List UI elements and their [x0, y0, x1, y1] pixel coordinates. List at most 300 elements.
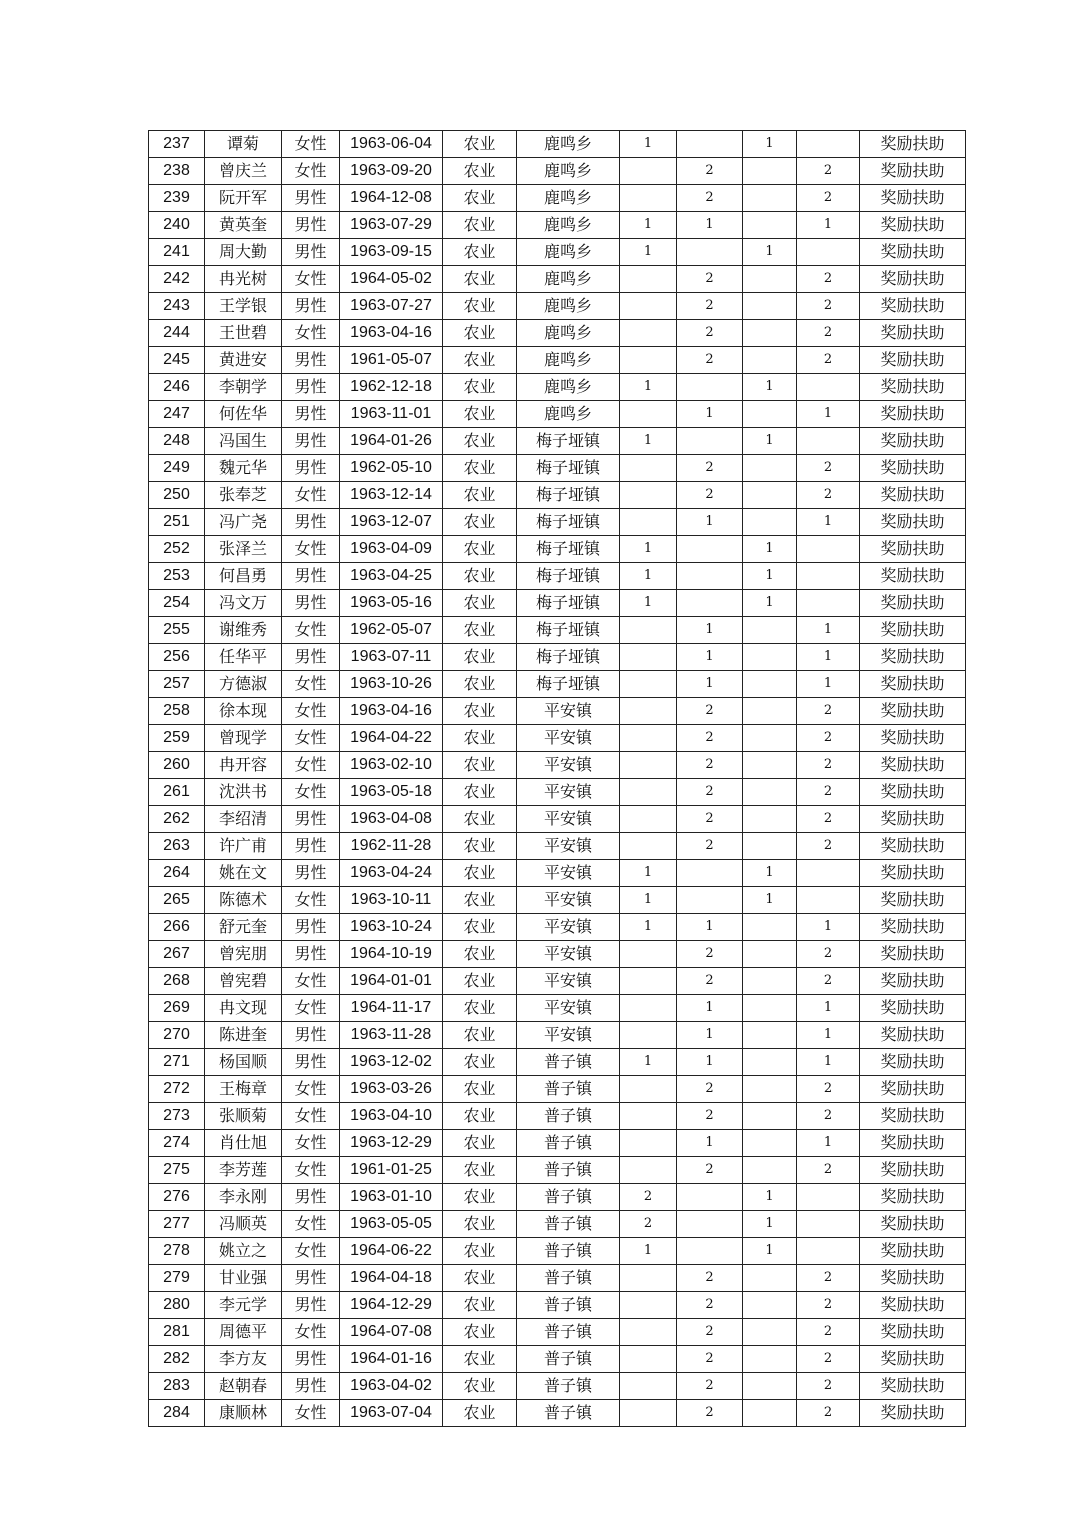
gender-cell: 男性 — [282, 455, 340, 482]
birth-date-cell: 1964-06-22 — [340, 1238, 443, 1265]
row-number-cell: 268 — [149, 968, 205, 995]
row-number-cell: 278 — [149, 1238, 205, 1265]
occupation-cell: 农业 — [443, 401, 517, 428]
count-c-cell — [743, 212, 797, 239]
name-cell: 姚在文 — [205, 860, 282, 887]
count-d-cell — [797, 536, 860, 563]
name-cell: 阮开军 — [205, 185, 282, 212]
count-a-cell — [620, 833, 677, 860]
gender-cell: 女性 — [282, 266, 340, 293]
count-c-cell — [743, 320, 797, 347]
count-a-cell — [620, 320, 677, 347]
count-c-cell — [743, 1157, 797, 1184]
count-b-cell: 2 — [677, 752, 743, 779]
township-cell: 梅子垭镇 — [517, 509, 620, 536]
township-cell: 平安镇 — [517, 725, 620, 752]
name-cell: 曾宪朋 — [205, 941, 282, 968]
assistance-type-cell: 奖励扶助 — [860, 887, 966, 914]
row-number-cell: 281 — [149, 1319, 205, 1346]
count-d-cell: 2 — [797, 725, 860, 752]
count-b-cell: 2 — [677, 833, 743, 860]
assistance-type-cell: 奖励扶助 — [860, 401, 966, 428]
table-row — [149, 887, 966, 914]
count-b-cell — [677, 860, 743, 887]
township-cell: 普子镇 — [517, 1373, 620, 1400]
gender-cell: 男性 — [282, 239, 340, 266]
count-b-cell: 1 — [677, 509, 743, 536]
count-a-cell: 2 — [620, 1184, 677, 1211]
birth-date-cell: 1963-04-16 — [340, 698, 443, 725]
count-a-cell: 1 — [620, 212, 677, 239]
assistance-type-cell: 奖励扶助 — [860, 1346, 966, 1373]
table-row — [149, 941, 966, 968]
table-row — [149, 401, 966, 428]
gender-cell: 女性 — [282, 1211, 340, 1238]
count-d-cell: 2 — [797, 1076, 860, 1103]
township-cell: 梅子垭镇 — [517, 671, 620, 698]
assistance-type-cell: 奖励扶助 — [860, 1184, 966, 1211]
gender-cell: 男性 — [282, 860, 340, 887]
count-a-cell — [620, 509, 677, 536]
township-cell: 普子镇 — [517, 1346, 620, 1373]
count-c-cell — [743, 968, 797, 995]
count-c-cell: 1 — [743, 131, 797, 158]
name-cell: 冯顺英 — [205, 1211, 282, 1238]
name-cell: 何佐华 — [205, 401, 282, 428]
count-a-cell — [620, 644, 677, 671]
count-a-cell — [620, 671, 677, 698]
count-d-cell — [797, 374, 860, 401]
count-d-cell: 2 — [797, 968, 860, 995]
assistance-type-cell: 奖励扶助 — [860, 1292, 966, 1319]
count-a-cell — [620, 455, 677, 482]
count-c-cell: 1 — [743, 563, 797, 590]
count-d-cell: 1 — [797, 644, 860, 671]
count-c-cell: 1 — [743, 1184, 797, 1211]
count-d-cell — [797, 1211, 860, 1238]
name-cell: 何昌勇 — [205, 563, 282, 590]
count-d-cell: 2 — [797, 833, 860, 860]
count-d-cell: 1 — [797, 617, 860, 644]
assistance-type-cell: 奖励扶助 — [860, 1400, 966, 1427]
row-number-cell: 279 — [149, 1265, 205, 1292]
assistance-type-cell: 奖励扶助 — [860, 833, 966, 860]
gender-cell: 女性 — [282, 1238, 340, 1265]
count-d-cell: 2 — [797, 158, 860, 185]
name-cell: 姚立之 — [205, 1238, 282, 1265]
count-d-cell: 2 — [797, 455, 860, 482]
count-d-cell: 1 — [797, 212, 860, 239]
row-number-cell: 264 — [149, 860, 205, 887]
count-b-cell — [677, 1211, 743, 1238]
birth-date-cell: 1963-04-10 — [340, 1103, 443, 1130]
count-b-cell — [677, 428, 743, 455]
table-row — [149, 1130, 966, 1157]
count-d-cell — [797, 239, 860, 266]
name-cell: 杨国顺 — [205, 1049, 282, 1076]
gender-cell: 男性 — [282, 1184, 340, 1211]
birth-date-cell: 1964-01-26 — [340, 428, 443, 455]
count-b-cell: 2 — [677, 941, 743, 968]
birth-date-cell: 1963-05-18 — [340, 779, 443, 806]
count-a-cell — [620, 482, 677, 509]
count-c-cell — [743, 158, 797, 185]
township-cell: 普子镇 — [517, 1238, 620, 1265]
birth-date-cell: 1963-12-29 — [340, 1130, 443, 1157]
row-number-cell: 284 — [149, 1400, 205, 1427]
count-a-cell — [620, 1157, 677, 1184]
count-c-cell — [743, 779, 797, 806]
count-b-cell: 2 — [677, 347, 743, 374]
name-cell: 黄进安 — [205, 347, 282, 374]
township-cell: 鹿鸣乡 — [517, 131, 620, 158]
occupation-cell: 农业 — [443, 1076, 517, 1103]
name-cell: 曾庆兰 — [205, 158, 282, 185]
table-row — [149, 725, 966, 752]
township-cell: 鹿鸣乡 — [517, 158, 620, 185]
assistance-type-cell: 奖励扶助 — [860, 1373, 966, 1400]
occupation-cell: 农业 — [443, 1157, 517, 1184]
row-number-cell: 275 — [149, 1157, 205, 1184]
count-b-cell — [677, 536, 743, 563]
count-b-cell: 2 — [677, 806, 743, 833]
count-b-cell — [677, 590, 743, 617]
assistance-type-cell: 奖励扶助 — [860, 266, 966, 293]
table-row — [149, 509, 966, 536]
gender-cell: 男性 — [282, 941, 340, 968]
occupation-cell: 农业 — [443, 914, 517, 941]
gender-cell: 女性 — [282, 1076, 340, 1103]
gender-cell: 男性 — [282, 428, 340, 455]
count-b-cell: 2 — [677, 455, 743, 482]
birth-date-cell: 1964-01-16 — [340, 1346, 443, 1373]
table-row — [149, 1184, 966, 1211]
township-cell: 平安镇 — [517, 941, 620, 968]
birth-date-cell: 1963-10-24 — [340, 914, 443, 941]
assistance-type-cell: 奖励扶助 — [860, 617, 966, 644]
birth-date-cell: 1963-07-11 — [340, 644, 443, 671]
name-cell: 王世碧 — [205, 320, 282, 347]
count-b-cell — [677, 131, 743, 158]
assistance-type-cell: 奖励扶助 — [860, 1265, 966, 1292]
table-row — [149, 158, 966, 185]
township-cell: 普子镇 — [517, 1076, 620, 1103]
count-b-cell — [677, 887, 743, 914]
assistance-type-cell: 奖励扶助 — [860, 806, 966, 833]
gender-cell: 男性 — [282, 347, 340, 374]
birth-date-cell: 1963-12-07 — [340, 509, 443, 536]
count-d-cell: 2 — [797, 185, 860, 212]
assistance-type-cell: 奖励扶助 — [860, 482, 966, 509]
assistance-type-cell: 奖励扶助 — [860, 320, 966, 347]
assistance-type-cell: 奖励扶助 — [860, 1157, 966, 1184]
row-number-cell: 269 — [149, 995, 205, 1022]
gender-cell: 女性 — [282, 968, 340, 995]
row-number-cell: 280 — [149, 1292, 205, 1319]
count-c-cell — [743, 914, 797, 941]
gender-cell: 女性 — [282, 536, 340, 563]
assistance-type-cell: 奖励扶助 — [860, 158, 966, 185]
gender-cell: 男性 — [282, 1292, 340, 1319]
occupation-cell: 农业 — [443, 752, 517, 779]
birth-date-cell: 1964-01-01 — [340, 968, 443, 995]
count-a-cell — [620, 995, 677, 1022]
gender-cell: 男性 — [282, 1373, 340, 1400]
name-cell: 方德淑 — [205, 671, 282, 698]
birth-date-cell: 1964-12-08 — [340, 185, 443, 212]
count-c-cell: 1 — [743, 887, 797, 914]
count-b-cell: 2 — [677, 1265, 743, 1292]
township-cell: 梅子垭镇 — [517, 617, 620, 644]
table-row — [149, 1022, 966, 1049]
count-b-cell — [677, 239, 743, 266]
name-cell: 谢维秀 — [205, 617, 282, 644]
birth-date-cell: 1964-04-18 — [340, 1265, 443, 1292]
name-cell: 甘业强 — [205, 1265, 282, 1292]
table-row — [149, 320, 966, 347]
township-cell: 鹿鸣乡 — [517, 239, 620, 266]
township-cell: 平安镇 — [517, 995, 620, 1022]
birth-date-cell: 1963-12-14 — [340, 482, 443, 509]
count-a-cell — [620, 1076, 677, 1103]
assistance-type-cell: 奖励扶助 — [860, 1076, 966, 1103]
count-a-cell — [620, 806, 677, 833]
name-cell: 冯国生 — [205, 428, 282, 455]
row-number-cell: 238 — [149, 158, 205, 185]
assistance-type-cell: 奖励扶助 — [860, 590, 966, 617]
occupation-cell: 农业 — [443, 536, 517, 563]
township-cell: 梅子垭镇 — [517, 563, 620, 590]
name-cell: 李元学 — [205, 1292, 282, 1319]
name-cell: 肖仕旭 — [205, 1130, 282, 1157]
row-number-cell: 247 — [149, 401, 205, 428]
row-number-cell: 270 — [149, 1022, 205, 1049]
count-b-cell: 2 — [677, 779, 743, 806]
row-number-cell: 245 — [149, 347, 205, 374]
birth-date-cell: 1962-11-28 — [340, 833, 443, 860]
count-c-cell — [743, 1319, 797, 1346]
township-cell: 普子镇 — [517, 1400, 620, 1427]
occupation-cell: 农业 — [443, 887, 517, 914]
count-b-cell — [677, 1238, 743, 1265]
occupation-cell: 农业 — [443, 131, 517, 158]
assistance-type-cell: 奖励扶助 — [860, 995, 966, 1022]
table-row — [149, 779, 966, 806]
birth-date-cell: 1963-04-24 — [340, 860, 443, 887]
occupation-cell: 农业 — [443, 1400, 517, 1427]
occupation-cell: 农业 — [443, 968, 517, 995]
table-row — [149, 1373, 966, 1400]
occupation-cell: 农业 — [443, 1265, 517, 1292]
gender-cell: 男性 — [282, 1265, 340, 1292]
count-b-cell: 1 — [677, 995, 743, 1022]
birth-date-cell: 1963-07-27 — [340, 293, 443, 320]
count-b-cell: 1 — [677, 914, 743, 941]
occupation-cell: 农业 — [443, 590, 517, 617]
count-d-cell: 2 — [797, 752, 860, 779]
assistance-type-cell: 奖励扶助 — [860, 1022, 966, 1049]
table-row — [149, 1211, 966, 1238]
assistance-type-cell: 奖励扶助 — [860, 752, 966, 779]
occupation-cell: 农业 — [443, 509, 517, 536]
count-a-cell: 1 — [620, 590, 677, 617]
row-number-cell: 243 — [149, 293, 205, 320]
assistance-type-cell: 奖励扶助 — [860, 212, 966, 239]
count-b-cell: 2 — [677, 1319, 743, 1346]
count-a-cell — [620, 941, 677, 968]
occupation-cell: 农业 — [443, 671, 517, 698]
count-b-cell: 1 — [677, 1130, 743, 1157]
count-c-cell — [743, 1022, 797, 1049]
count-d-cell: 1 — [797, 914, 860, 941]
count-c-cell — [743, 644, 797, 671]
count-c-cell: 1 — [743, 860, 797, 887]
table-row — [149, 266, 966, 293]
count-d-cell: 2 — [797, 698, 860, 725]
assistance-type-cell: 奖励扶助 — [860, 1319, 966, 1346]
count-d-cell: 2 — [797, 1319, 860, 1346]
count-d-cell — [797, 1238, 860, 1265]
table-row — [149, 239, 966, 266]
township-cell: 梅子垭镇 — [517, 644, 620, 671]
count-b-cell: 2 — [677, 185, 743, 212]
table-row — [149, 860, 966, 887]
count-a-cell — [620, 1400, 677, 1427]
township-cell: 平安镇 — [517, 806, 620, 833]
count-d-cell — [797, 590, 860, 617]
occupation-cell: 农业 — [443, 860, 517, 887]
table-row — [149, 1319, 966, 1346]
gender-cell: 男性 — [282, 590, 340, 617]
count-a-cell — [620, 968, 677, 995]
count-d-cell: 1 — [797, 671, 860, 698]
occupation-cell: 农业 — [443, 1292, 517, 1319]
row-number-cell: 258 — [149, 698, 205, 725]
row-number-cell: 254 — [149, 590, 205, 617]
row-number-cell: 252 — [149, 536, 205, 563]
count-c-cell: 1 — [743, 374, 797, 401]
assistance-type-cell: 奖励扶助 — [860, 860, 966, 887]
occupation-cell: 农业 — [443, 1319, 517, 1346]
table-row — [149, 671, 966, 698]
birth-date-cell: 1963-04-02 — [340, 1373, 443, 1400]
assistance-type-cell: 奖励扶助 — [860, 941, 966, 968]
gender-cell: 男性 — [282, 1049, 340, 1076]
occupation-cell: 农业 — [443, 293, 517, 320]
name-cell: 李芳莲 — [205, 1157, 282, 1184]
count-d-cell — [797, 1184, 860, 1211]
occupation-cell: 农业 — [443, 158, 517, 185]
gender-cell: 女性 — [282, 1130, 340, 1157]
count-c-cell — [743, 1103, 797, 1130]
row-number-cell: 262 — [149, 806, 205, 833]
count-c-cell — [743, 185, 797, 212]
count-b-cell: 2 — [677, 1373, 743, 1400]
count-b-cell: 2 — [677, 1076, 743, 1103]
birth-date-cell: 1963-11-28 — [340, 1022, 443, 1049]
count-c-cell — [743, 698, 797, 725]
name-cell: 冉文现 — [205, 995, 282, 1022]
table-row — [149, 752, 966, 779]
name-cell: 王梅章 — [205, 1076, 282, 1103]
birth-date-cell: 1962-05-07 — [340, 617, 443, 644]
township-cell: 普子镇 — [517, 1103, 620, 1130]
count-a-cell: 1 — [620, 1049, 677, 1076]
assistance-type-cell: 奖励扶助 — [860, 725, 966, 752]
count-b-cell: 2 — [677, 1400, 743, 1427]
count-d-cell: 1 — [797, 1130, 860, 1157]
count-b-cell: 2 — [677, 698, 743, 725]
table-row — [149, 428, 966, 455]
count-d-cell: 2 — [797, 1292, 860, 1319]
occupation-cell: 农业 — [443, 455, 517, 482]
count-a-cell — [620, 1103, 677, 1130]
count-c-cell: 1 — [743, 428, 797, 455]
count-c-cell — [743, 752, 797, 779]
gender-cell: 女性 — [282, 779, 340, 806]
gender-cell: 女性 — [282, 158, 340, 185]
count-a-cell — [620, 1292, 677, 1319]
occupation-cell: 农业 — [443, 320, 517, 347]
count-c-cell — [743, 1076, 797, 1103]
township-cell: 普子镇 — [517, 1130, 620, 1157]
assistance-type-cell: 奖励扶助 — [860, 671, 966, 698]
count-c-cell — [743, 1292, 797, 1319]
count-a-cell — [620, 617, 677, 644]
count-d-cell: 2 — [797, 293, 860, 320]
row-number-cell: 244 — [149, 320, 205, 347]
township-cell: 梅子垭镇 — [517, 590, 620, 617]
township-cell: 鹿鸣乡 — [517, 185, 620, 212]
count-d-cell: 2 — [797, 941, 860, 968]
count-a-cell — [620, 698, 677, 725]
count-b-cell: 2 — [677, 1103, 743, 1130]
count-c-cell — [743, 995, 797, 1022]
assistance-type-cell: 奖励扶助 — [860, 1103, 966, 1130]
count-c-cell — [743, 1049, 797, 1076]
count-b-cell: 2 — [677, 1292, 743, 1319]
count-b-cell: 1 — [677, 1022, 743, 1049]
count-d-cell — [797, 887, 860, 914]
birth-date-cell: 1963-07-04 — [340, 1400, 443, 1427]
row-number-cell: 241 — [149, 239, 205, 266]
township-cell: 鹿鸣乡 — [517, 320, 620, 347]
table-row — [149, 374, 966, 401]
occupation-cell: 农业 — [443, 1373, 517, 1400]
name-cell: 舒元奎 — [205, 914, 282, 941]
township-cell: 平安镇 — [517, 779, 620, 806]
township-cell: 梅子垭镇 — [517, 428, 620, 455]
gender-cell: 男性 — [282, 212, 340, 239]
count-b-cell — [677, 1184, 743, 1211]
occupation-cell: 农业 — [443, 995, 517, 1022]
assistance-type-cell: 奖励扶助 — [860, 509, 966, 536]
occupation-cell: 农业 — [443, 698, 517, 725]
count-c-cell: 1 — [743, 1211, 797, 1238]
table-row — [149, 806, 966, 833]
row-number-cell: 283 — [149, 1373, 205, 1400]
gender-cell: 女性 — [282, 617, 340, 644]
occupation-cell: 农业 — [443, 725, 517, 752]
birth-date-cell: 1963-01-10 — [340, 1184, 443, 1211]
name-cell: 张泽兰 — [205, 536, 282, 563]
township-cell: 普子镇 — [517, 1319, 620, 1346]
assistance-type-cell: 奖励扶助 — [860, 1130, 966, 1157]
township-cell: 平安镇 — [517, 968, 620, 995]
table-row — [149, 833, 966, 860]
data-table — [148, 130, 966, 1427]
gender-cell: 女性 — [282, 995, 340, 1022]
